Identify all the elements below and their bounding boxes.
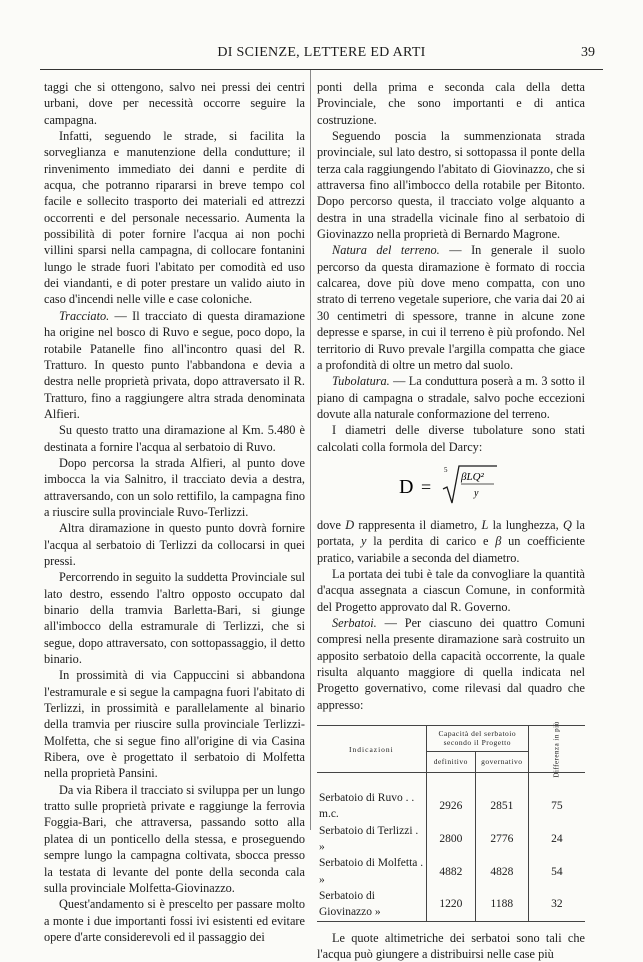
table-row: Serbatoio di Ruvo . . m.c. 2926 2851 75 bbox=[317, 790, 585, 823]
reservoir-table bbox=[317, 721, 585, 922]
paragraph: Le quote altimetriche dei serbatoi sono tali che l'acqua può giungere a distribuirsi nelle case più bbox=[317, 930, 585, 962]
formula-legend: dove D rappresenta il diametro, L la lunghezza, Q la portata, y la perdita di carico e β un coefficiente pratico, variabile a seconda del diametro. bbox=[317, 517, 585, 565]
header-definitivo: definitivo bbox=[426, 751, 475, 772]
paragraph: Dopo percorsa la strada Alfieri, al punto dove imbocca la via Salnitro, il tracciato devia a destra, attraversando, con un solo rettifilo, la campagna fino a riuscire sulla provinciale Ruvo-Terlizzi. bbox=[44, 455, 305, 519]
paragraph: Seguendo poscia la summenzionata strada provinciale, sul lato destro, si sottopassa il ponte della terza cala raggiungendo l'abitato di Giovinazzo, che si attraversa fino all'imbocco della rotabile per Bitonto. Dopo percorso questa, il tracciato volge alquanto a destra in una stradella vicinale fino al serbatoio di Giovinazzo nella proprietà di Bernardo Magrone. bbox=[317, 129, 585, 242]
table-row: Serbatoio di Terlizzi . » 2800 2776 24 bbox=[317, 823, 585, 856]
header-differenza: Differenza in più bbox=[528, 726, 585, 773]
header-rule bbox=[40, 69, 603, 70]
table-row: Serbatoio di Giovinazzo » 1220 1188 32 bbox=[317, 888, 585, 921]
header-capacita: Capacità del serbatoio secondo il Progetto bbox=[426, 726, 528, 752]
formula-graphic bbox=[397, 463, 507, 507]
formula-root-index: 5 bbox=[444, 465, 448, 474]
page-number: 39 bbox=[581, 45, 595, 60]
paragraph: taggi che si ottengono, salvo nei pressi dei centri urbani, dove per necessità occorre seguire la campagna. bbox=[44, 80, 305, 127]
paragraph: Da via Ribera il tracciato si sviluppa per un lungo tratto sulle proprietà private e raggiunge la ferrovia Foggia-Bari, che attraversa, passando sotto alla platea di un ponticello della stessa, e proseguendo sempre lungo la campagna coltivata, sbocca presso la testata di levante del ponte della seconda cala sulla provinciale Molfetta-Giovinazzo. bbox=[44, 782, 305, 895]
formula-lhs: D bbox=[399, 475, 414, 498]
paragraph: La portata dei tubi è tale da convogliare la quantità d'acqua assegnata a ciascun Comune, in conformità del Progetto approvato dal R. Governo. bbox=[317, 566, 585, 614]
left-column bbox=[44, 79, 305, 945]
paragraph: ponti della prima e seconda cala della detta Provinciale, che sono importanti e di antica costruzione. bbox=[317, 80, 585, 127]
paragraph: Percorrendo in seguito la suddetta Provinciale sul lato destro, essendo l'altro opposto occupato dal binario della tramvia Barletta-Bari, si giunge all'imbocco della estramurale di Terlizzi, che si segue, dopo attraversato, con sottopassaggio, il detto binario. bbox=[44, 570, 305, 667]
header-indicazioni: Indicazioni bbox=[317, 726, 426, 773]
paragraph: Serbatoi. — Per ciascuno dei quattro Comuni compresi nella presente diramazione sarà costruito un apposito serbatoio della capacità occorrente, la quale risulta alquanto maggiore di quella indicata nel Progetto governativo, come rilevasi dal quadro che appresso: bbox=[317, 615, 585, 712]
darcy-formula bbox=[317, 463, 585, 507]
table-row: Serbatoio di Molfetta . » 4882 4828 54 bbox=[317, 855, 585, 888]
paragraph: In prossimità di via Cappuccini si abbandona l'estramurale e si segue la campagna fuori l'abitato di Terlizzi, in prossimità e parallelamente al binario della tramvia per riuscire sulla provinciale Terlizzi-Molfetta, che si segue fino all'origine di via Casina Ribera, ove è progettato il serbatoio di Molfetta nella proprietà Pansini. bbox=[44, 668, 305, 781]
paragraph: Su questo tratto una diramazione al Km. 5.480 è destinata a fornire l'acqua al serbatoio di Ruvo. bbox=[44, 423, 305, 454]
page-header bbox=[40, 40, 603, 64]
paragraph: Altra diramazione in questo punto dovrà fornire l'acqua al serbatoio di Terlizzi da collocarsi in quei pressi. bbox=[44, 521, 305, 568]
paragraph: Natura del terreno. — In generale il suolo percorso da questa diramazione è formato di roccia calcarea, dove più dove meno compatta, con uno strato di terreno vegetale superiore, che varia dai 20 ai 30 centimetri di spessore, tranne in alcune zone depresse e sparse, in cui il terreno è più profondo. Nel territorio di Ruvo prevale l'argilla compatta che giace a profondità di oltre un metro dal suolo. bbox=[317, 243, 585, 372]
formula-equals: = bbox=[421, 476, 432, 497]
section-heading: Natura del terreno. bbox=[332, 243, 440, 258]
formula-numerator: βLQ² bbox=[461, 470, 484, 483]
column-divider bbox=[310, 70, 311, 830]
section-heading: Tubolatura. bbox=[332, 374, 390, 389]
paragraph: Tracciato. — Il tracciato di questa diramazione ha origine nel bosco di Ruvo e segue, poco dopo, la rotabile Patanelle fino all'incontro quasi del R. Tratturo. In questo punto l'abbandona e devia a destra nelle proprietà privata, dopo attraversato il R. Tratturo, fino a raggiungere altra strada denominata Alfieri. bbox=[44, 308, 305, 421]
section-heading: Serbatoi. bbox=[332, 615, 377, 630]
paragraph: I diametri delle diverse tubolature sono stati calcolati colla formola del Darcy: bbox=[317, 423, 585, 454]
header-governativo: governativo bbox=[475, 751, 528, 772]
formula-denominator: y bbox=[474, 487, 479, 499]
running-title: DI SCIENZE, LETTERE ED ARTI bbox=[217, 45, 426, 60]
paragraph: Quest'andamento si è prescelto per passare molto a monte i due importanti fossi ivi esistenti ed evitare opere d'arte considerevoli ed il passaggio dei bbox=[44, 897, 305, 944]
paragraph: Infatti, seguendo le strade, si facilita la sorveglianza e manutenzione della condutture; il rinvenimento immediato dei danni e perdite di acqua, che potranno ripararsi in breve tempo col facile e sollecito trasporto dei materiali ed attrezzi occorrenti e del personale necessario. Aumenta la possibilità di poter fornire l'acqua ai non pochi villini sparsi nella campagna, di collocare fontanini lungo le strade fuori l'abitato per comodità ed uso dei viandanti, e di poter prestare un valido aiuto in caso d'incendi nelle ville e case coloniche. bbox=[44, 129, 305, 307]
section-heading: Tracciato. bbox=[59, 308, 110, 323]
paragraph: Tubolatura. — La conduttura poserà a m. 3 sotto il piano di campagna o stradale, salvo poche eccezioni dovute alla naturale conformazione del terreno. bbox=[317, 374, 585, 421]
right-column bbox=[317, 79, 585, 962]
